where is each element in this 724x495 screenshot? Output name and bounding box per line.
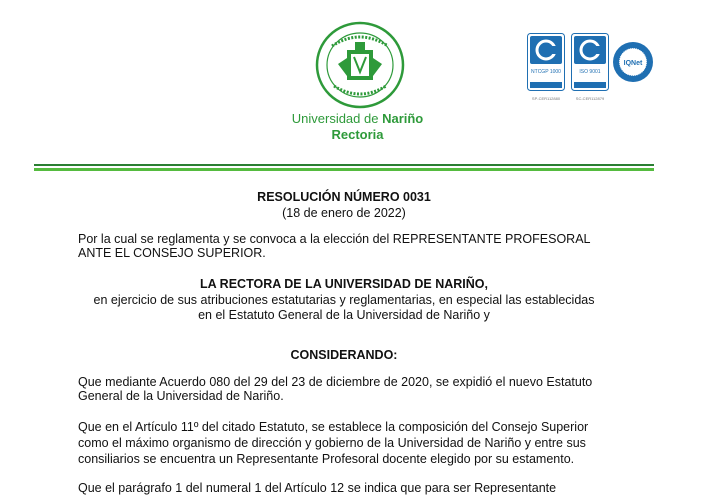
subject-line-2: ANTE EL CONSEJO SUPERIOR. bbox=[78, 246, 266, 260]
icontec-certification-logo bbox=[527, 33, 565, 91]
office-name: Rectoria bbox=[331, 127, 384, 142]
paragraph-1-line-1: Que mediante Acuerdo 080 del 29 del 23 de diciembre de 2020, se expidió el nuevo Estatuto bbox=[78, 375, 593, 389]
paragraph-2-line-3: consiliarios se encuentra un Representante Profesoral docente elegido por su estamento. bbox=[78, 452, 575, 466]
resolution-date: (18 de enero de 2022) bbox=[282, 206, 406, 220]
paragraph-2-line-2: como el máximo organismo de dirección y gobierno de la Universidad de Nariño y entre sus bbox=[78, 436, 586, 450]
header-divider-dark bbox=[34, 164, 654, 166]
iqnet-certification-logo bbox=[612, 41, 654, 83]
authority-heading: LA RECTORA DE LA UNIVERSIDAD DE NARIÑO, bbox=[200, 277, 488, 291]
authority-line-1: en ejercicio de sus atribuciones estatutarias y reglamentarias, en especial las establecidas bbox=[93, 293, 595, 307]
cert-label-3: IQNet bbox=[623, 60, 643, 67]
cert-label-2: ISO 9001 bbox=[579, 69, 601, 75]
paragraph-1-line-2: General de la Universidad de Nariño. bbox=[78, 389, 284, 403]
authority-line-2: en el Estatuto General de la Universidad de Nariño y bbox=[198, 308, 490, 322]
university-seal-logo bbox=[314, 20, 406, 110]
cert-ref-2: SC-CER112879 bbox=[575, 96, 605, 101]
considering-heading: CONSIDERANDO: bbox=[290, 348, 398, 362]
cert-label-1: NTCGP 1000 bbox=[531, 69, 561, 75]
resolution-title: RESOLUCIÓN NÚMERO 0031 bbox=[257, 190, 431, 204]
paragraph-2-line-1: Que en el Artículo 11º del citado Estatuto, se establece la composición del Consejo Superior bbox=[78, 420, 589, 434]
university-name: Universidad de Nariño bbox=[291, 111, 424, 126]
iso-9001-certification-logo bbox=[571, 33, 609, 91]
cert-ref-1: SP-CER112880 bbox=[531, 96, 561, 101]
header-divider-light bbox=[34, 168, 654, 171]
paragraph-3-line-1: Que el parágrafo 1 del numeral 1 del Artículo 12 se indica que para ser Representante bbox=[78, 481, 557, 495]
subject-line-1: Por la cual se reglamenta y se convoca a la elección del REPRESENTANTE PROFESORAL bbox=[78, 232, 591, 246]
